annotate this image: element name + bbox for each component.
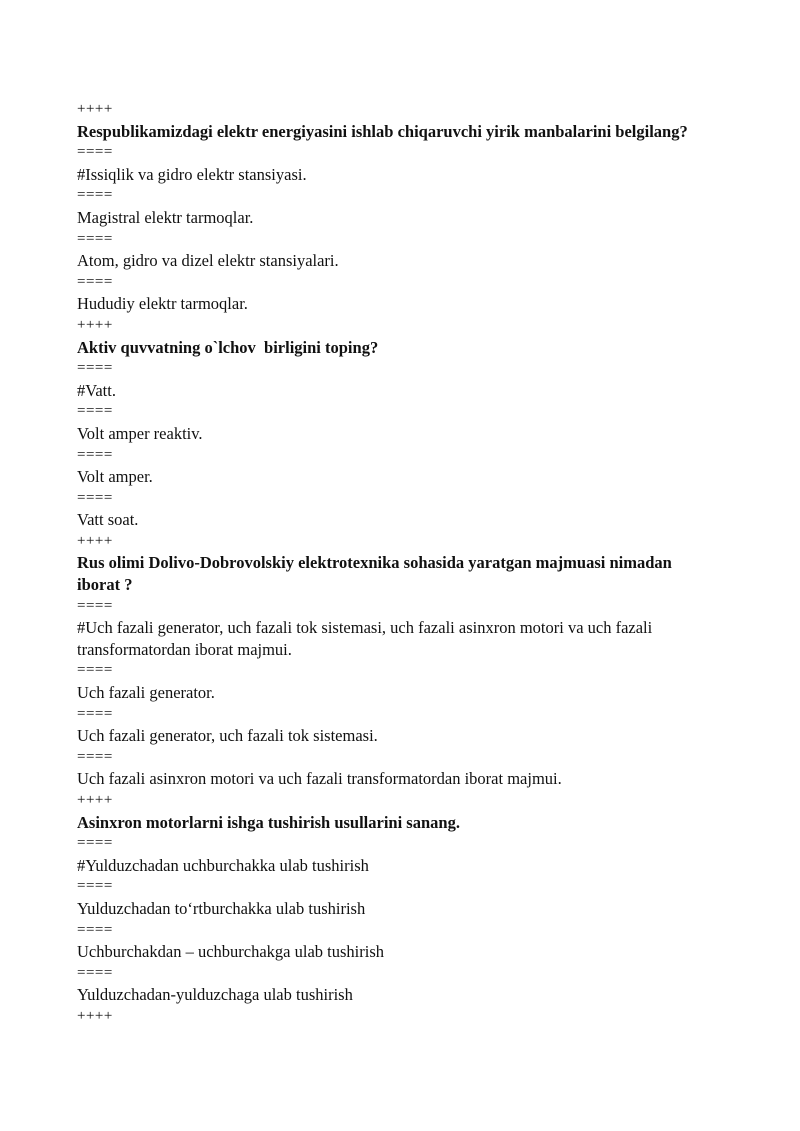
question-block [77,790,742,1006]
option-marker: ==== [77,403,113,420]
question-marker: ++++ [77,532,113,549]
option-text: Uch fazali generator. [77,683,215,703]
option-text: #Yulduzchadan uchburchakka ulab tushirish [77,855,369,875]
question-text: Asinxron motorlarni ishga tushirish usullarini sanang. [77,812,460,832]
option-marker: ==== [77,489,113,506]
option-marker: ==== [77,662,113,679]
question-block [77,315,742,531]
option-text: #Vatt. [77,380,116,400]
question-text: Respublikamizdagi elektr energiyasini ishlab chiqaruvchi yirik manbalarini belgilang? [77,121,688,141]
option-marker: ==== [77,705,113,722]
option-text: Atom, gidro va dizel elektr stansiyalari. [77,251,339,271]
option-text: Yulduzchadan-yulduzchaga ulab tushirish [77,985,353,1005]
option-marker: ==== [77,921,113,938]
question-block [77,99,742,315]
option-text: Uch fazali asinxron motori va uch fazali transformatordan iborat majmui. [77,769,562,789]
option-marker: ==== [77,360,113,377]
option-text: Vatt soat. [77,510,139,530]
option-text: Magistral elektr tarmoqlar. [77,207,254,227]
option-text: Uch fazali generator, uch fazali tok sistemasi. [77,726,378,746]
option-text: #Issiqlik va gidro elektr stansiyasi. [77,164,307,184]
question-text: Rus olimi Dolivo-Dobrovolskiy elektrotexnika sohasida yaratgan majmuasi nimadan iborat ? [77,553,672,595]
option-marker: ==== [77,273,113,290]
option-marker: ==== [77,748,113,765]
question-marker: ++++ [77,316,113,333]
option-marker: ==== [77,446,113,463]
option-text: Volt amper. [77,467,153,487]
question-marker: ++++ [77,101,113,117]
option-text: Yulduzchadan to‘rtburchakka ulab tushirish [77,898,366,918]
question-marker: ++++ [77,792,113,808]
option-text: Uchburchakdan – uchburchakga ulab tushirish [77,942,384,962]
option-text: Volt amper reaktiv. [77,423,203,443]
question-text: Aktiv quvvatning o`lchov birligini toping? [77,337,379,357]
option-marker: ==== [77,187,113,204]
option-marker: ==== [77,597,113,614]
question-block [77,531,742,790]
option-marker: ==== [77,230,113,247]
option-marker: ==== [77,964,113,981]
option-marker: ==== [77,144,113,161]
document-page [77,99,742,1028]
option-marker: ==== [77,835,113,852]
end-marker: ++++ [77,1007,113,1024]
option-text: Hududiy elektr tarmoqlar. [77,294,248,314]
option-text: #Uch fazali generator, uch fazali tok sistemasi, uch fazali asinxron motori va uch fazali transformatordan iborat majmui. [77,618,653,659]
option-marker: ==== [77,878,113,895]
